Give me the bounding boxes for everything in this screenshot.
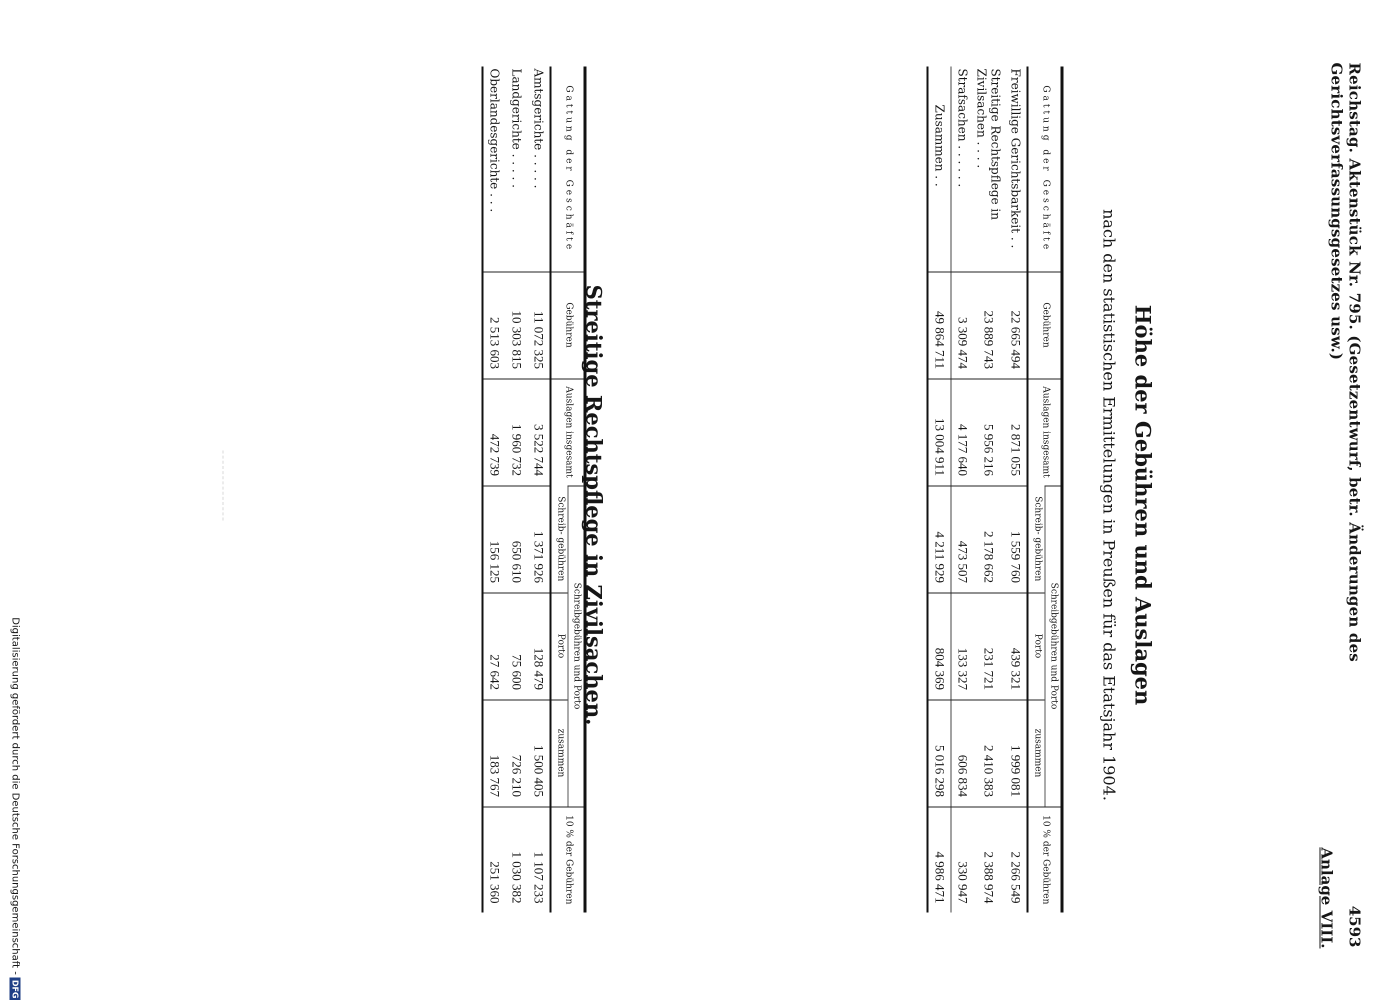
section2-title: Streitige Rechtspflege in Zivilsachen. bbox=[581, 284, 606, 725]
col-porto: Porto bbox=[1028, 592, 1045, 699]
table-row: Strafsachen . . . . . . 3 309 474 4 177 640 473 507 133 327 606 834 330 947 bbox=[951, 66, 974, 912]
fees-table bbox=[927, 66, 1064, 912]
section1-subtitle: nach den statistischen Ermittelungen in Preußen für das Etatsjahr 1904. bbox=[1099, 208, 1118, 801]
total-row: Zusammen . . 49 864 711 13 004 911 4 211 929 804 369 5 016 298 4 986 471 bbox=[928, 66, 952, 912]
col-porto: Porto bbox=[551, 592, 568, 699]
digitization-text: Digitalisierung gefördert durch die Deutsche Forschungsgemeinschaft - bbox=[9, 616, 20, 975]
table-row: Streitige Rechtspflege in Zivilsachen . . . . 23 889 743 5 956 216 2 178 662 231 721 2 410 383 2 388 974 bbox=[974, 66, 1005, 912]
running-header: Reichstag. Aktenstück Nr. 795. (Gesetzentwurf, betr. Änderungen des Gerichtsverfassungsgesetzes usw.) bbox=[1327, 62, 1363, 662]
table-row: Landgerichte . . . . . 10 303 815 1 960 732 650 610 75 600 726 210 1 030 382 bbox=[506, 66, 528, 912]
col-gattung: Gattung der Geschäfte bbox=[551, 66, 585, 271]
col-auslagen: Auslagen insgesamt bbox=[1028, 378, 1062, 485]
col-schreib-porto: Schreibgebühren und Porto bbox=[567, 485, 584, 806]
col-gebuehren: Gebühren bbox=[1028, 271, 1062, 378]
appendix-label: Anlage VIII. bbox=[1317, 846, 1335, 948]
col-zehn-prozent: 10 % der Gebühren bbox=[551, 806, 585, 912]
col-zusammen: zusammen bbox=[1028, 699, 1045, 806]
col-schreib-porto: Schreibgebühren und Porto bbox=[1044, 485, 1061, 806]
col-auslagen: Auslagen insgesamt bbox=[551, 378, 585, 485]
table-row: Amtsgerichte . . . . . 11 072 325 3 522 744 1 371 926 128 479 1 500 405 1 107 233 bbox=[528, 66, 551, 912]
col-schreib: Schreib- gebühren bbox=[551, 485, 568, 592]
dfg-logo: DFG bbox=[10, 979, 19, 998]
page-number: 4593 bbox=[1345, 905, 1363, 947]
civil-fees-table bbox=[482, 66, 587, 912]
col-gebuehren: Gebühren bbox=[551, 271, 585, 378]
col-schreib: Schreib- gebühren bbox=[1028, 485, 1045, 592]
col-gattung: Gattung der Geschäfte bbox=[1028, 66, 1062, 271]
col-zusammen: zusammen bbox=[551, 699, 568, 806]
table-row: Oberlandesgerichte . . . 2 513 603 472 739 156 125 27 642 183 767 251 360 bbox=[483, 66, 506, 912]
digitization-note bbox=[9, 606, 20, 1000]
section1-title: Höhe der Gebühren und Auslagen bbox=[1130, 304, 1155, 705]
col-zehn-prozent: 10 % der Gebühren bbox=[1028, 806, 1062, 912]
faint-mark bbox=[222, 450, 223, 520]
table-row: Freiwillige Gerichtsbarkeit . . 22 665 494 2 871 055 1 559 760 439 321 1 999 081 2 266 549 bbox=[1005, 66, 1028, 912]
